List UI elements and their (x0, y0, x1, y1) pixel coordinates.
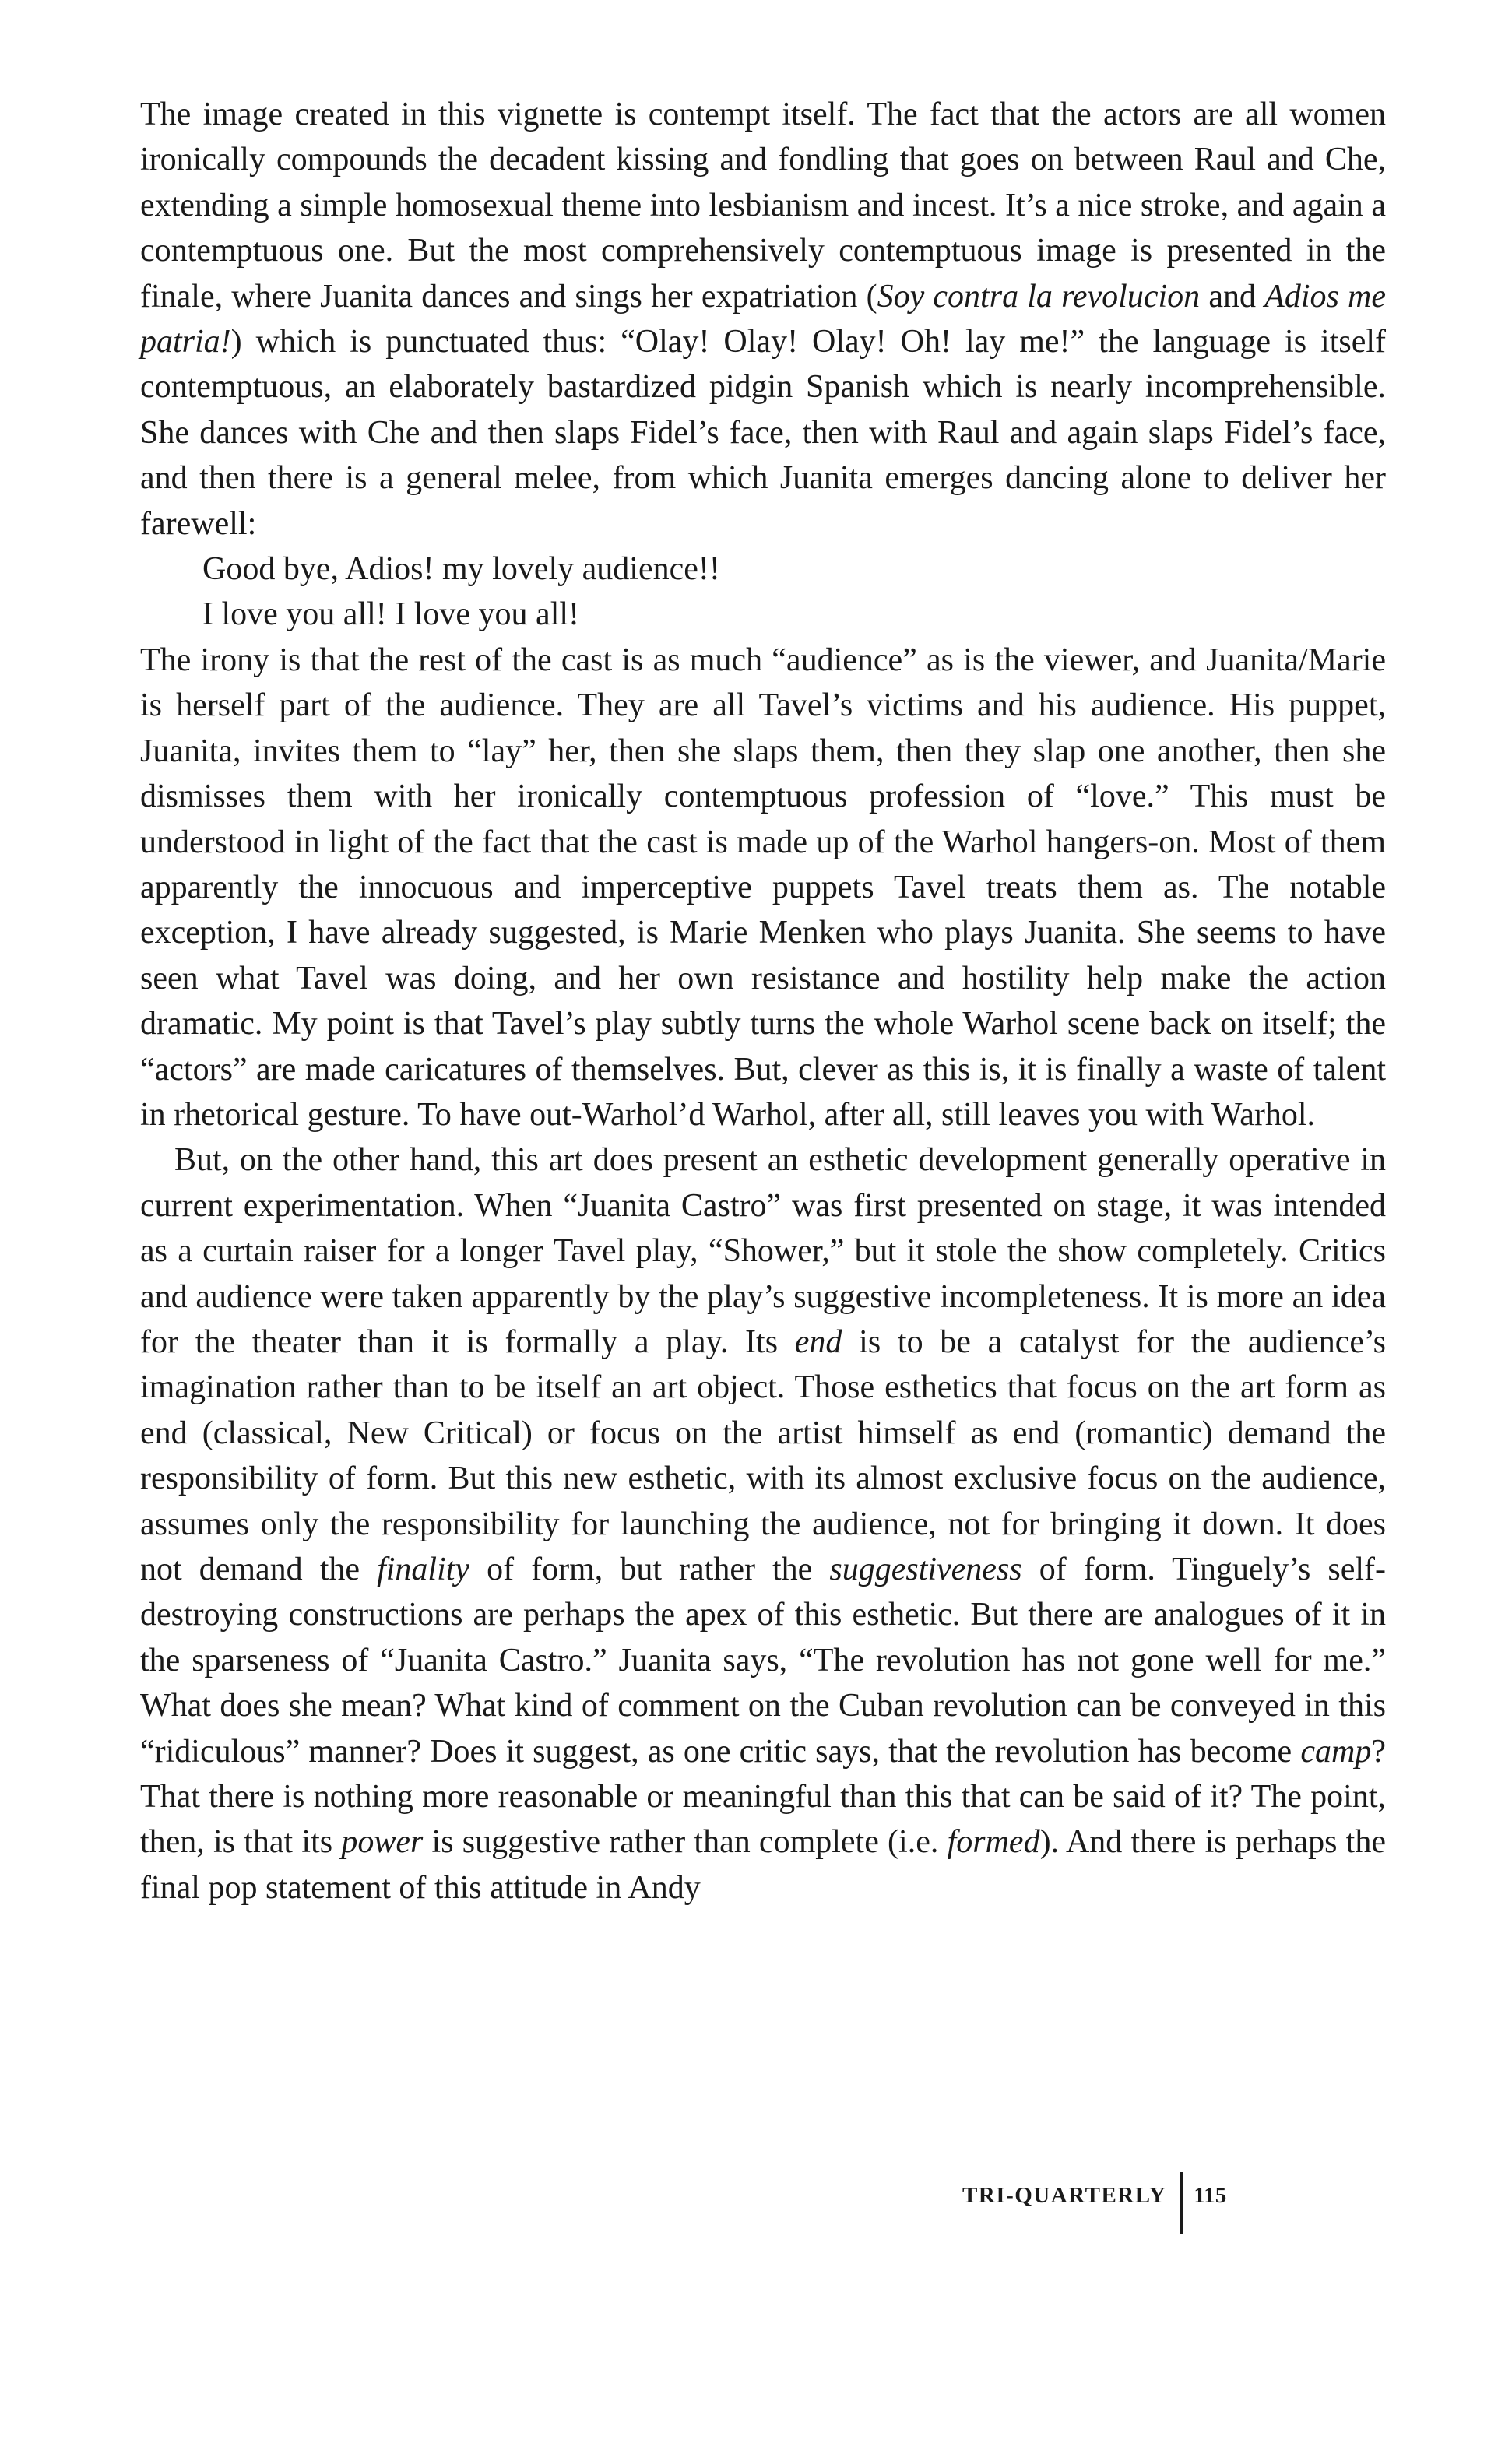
emphasis-suggestiveness: suggestiveness (829, 1552, 1022, 1587)
paragraph-3-text-c: of form, but rather the (469, 1552, 830, 1587)
emphasis-finality: finality (377, 1552, 470, 1587)
paragraph-1-text-c: ) which is punctuated thus: “Olay! Olay! Olay! Oh! lay me!” the language is itself contemptuous, an elaborately bastardized pidgin Spanish which is nearly incomprehensible. She dances with Che and then slaps Fidel’s face, then with Raul and again slaps Fidel’s face, and then there is a general melee, from which Juanita emerges dancing alone to deliver her farewell: (140, 324, 1386, 542)
paragraph-3-text-g: ). And there is perhaps the final pop statement of this attitude in Andy (140, 1824, 1386, 1906)
paragraph-3-text-b: is to be a catalyst for the audience’s imagination rather than to be itself an art object. Those esthetics that focus on the art form as end (classical, New Critical) or focus on the artist himself as end (romantic) demand the responsibility of form. But this new esthetic, with its almost exclusive focus on the audience, assumes only the responsibility for launching the audience, not for bringing it down. It does not demand the (140, 1323, 1386, 1587)
emphasis-camp: camp (1300, 1733, 1372, 1770)
paragraph-3-text-a: But, on the other hand, this art does present an esthetic development generally operative in current experimentation. When “Juanita Castro” was first presented on stage, it was intended as a curtain raiser for a longer Tavel play, “Shower,” but it stole the show completely. Critics and audience were taken apparently by the play’s suggestive incompleteness. It is more an idea for the theater than it is formally a play. Its (140, 1142, 1386, 1360)
paragraph-2: The irony is that the rest of the cast is as much “audience” as is the viewer, and Juanita/Marie is herself part of the audience. They are all Tavel’s victims and his audience. His puppet, Juanita, invites them to “lay” her, then she slaps them, then they slap one another, then she dismisses them with her ironically contemptuous profession of “love.” This must be understood in light of the fact that the cast is made up of the Warhol hangers-on. Most of them apparently the innocuous and imperceptive puppets Tavel treats them as. The notable exception, I have already suggested, is Marie Menken who plays Juanita. She seems to have seen what Tavel was doing, and her own resistance and hostility help make the action dramatic. My point is that Tavel’s play subtly turns the whole Warhol scene back on itself; the “actors” are made caricatures of themselves. But, clever as this is, it is finally a waste of talent in rhetorical gesture. To have out-Warhol’d Warhol, after all, still leaves you with Warhol. (140, 641, 1386, 1133)
song-title-soy-contra: Soy contra la revolucion (877, 278, 1201, 315)
emphasis-end: end (794, 1323, 842, 1360)
paragraph-1-text-a: The image created in this vignette is contempt itself. The fact that the actors are all women ironically compounds the decadent kissing and fondling that goes on between Raul and Che, extending a simple homosexual theme into lesbianism and incest. It’s a nice stroke, and again a contemptuous one. But the most comprehensively contemptuous image is presented in the finale, where Juanita dances and sings her expatriation ( (140, 97, 1386, 315)
paragraph-3 (140, 1137, 1386, 1910)
emphasis-power: power (341, 1824, 424, 1861)
verse-line-1: Good bye, Adios! my lovely audience!! (202, 551, 720, 588)
page-footer (962, 2172, 1226, 2227)
paragraph-1-text-b: and (1200, 278, 1265, 315)
paragraph-1 (140, 92, 1386, 547)
verse-line-2: I love you all! I love you all! (202, 596, 580, 633)
song-title-adios: Adios me patria! (140, 278, 1386, 360)
emphasis-formed: formed (947, 1824, 1040, 1861)
article-body (140, 92, 1386, 1910)
paragraph-3-text-f: is suggestive rather than complete (i.e. (423, 1824, 948, 1861)
paragraph-3-text-e: ? That there is nothing more reasonable or meaningful than this that can be said of it? The point, then, is that its (140, 1733, 1386, 1861)
journal-title: TRI-QUARTERLY (962, 2183, 1167, 2208)
paragraph-3-text-d: of form. Tinguely’s self-destroying constructions are perhaps the apex of this esthetic. But there are analogues of it in the sparseness of “Juanita Castro.” Juanita says, “The revolution has not gone well for me.” What does she mean? What kind of comment on the Cuban revolution can be conveyed in this “ridiculous” manner? Does it suggest, as one critic says, that the revolution has become (140, 1552, 1386, 1770)
page-number: 115 (1194, 2183, 1227, 2208)
